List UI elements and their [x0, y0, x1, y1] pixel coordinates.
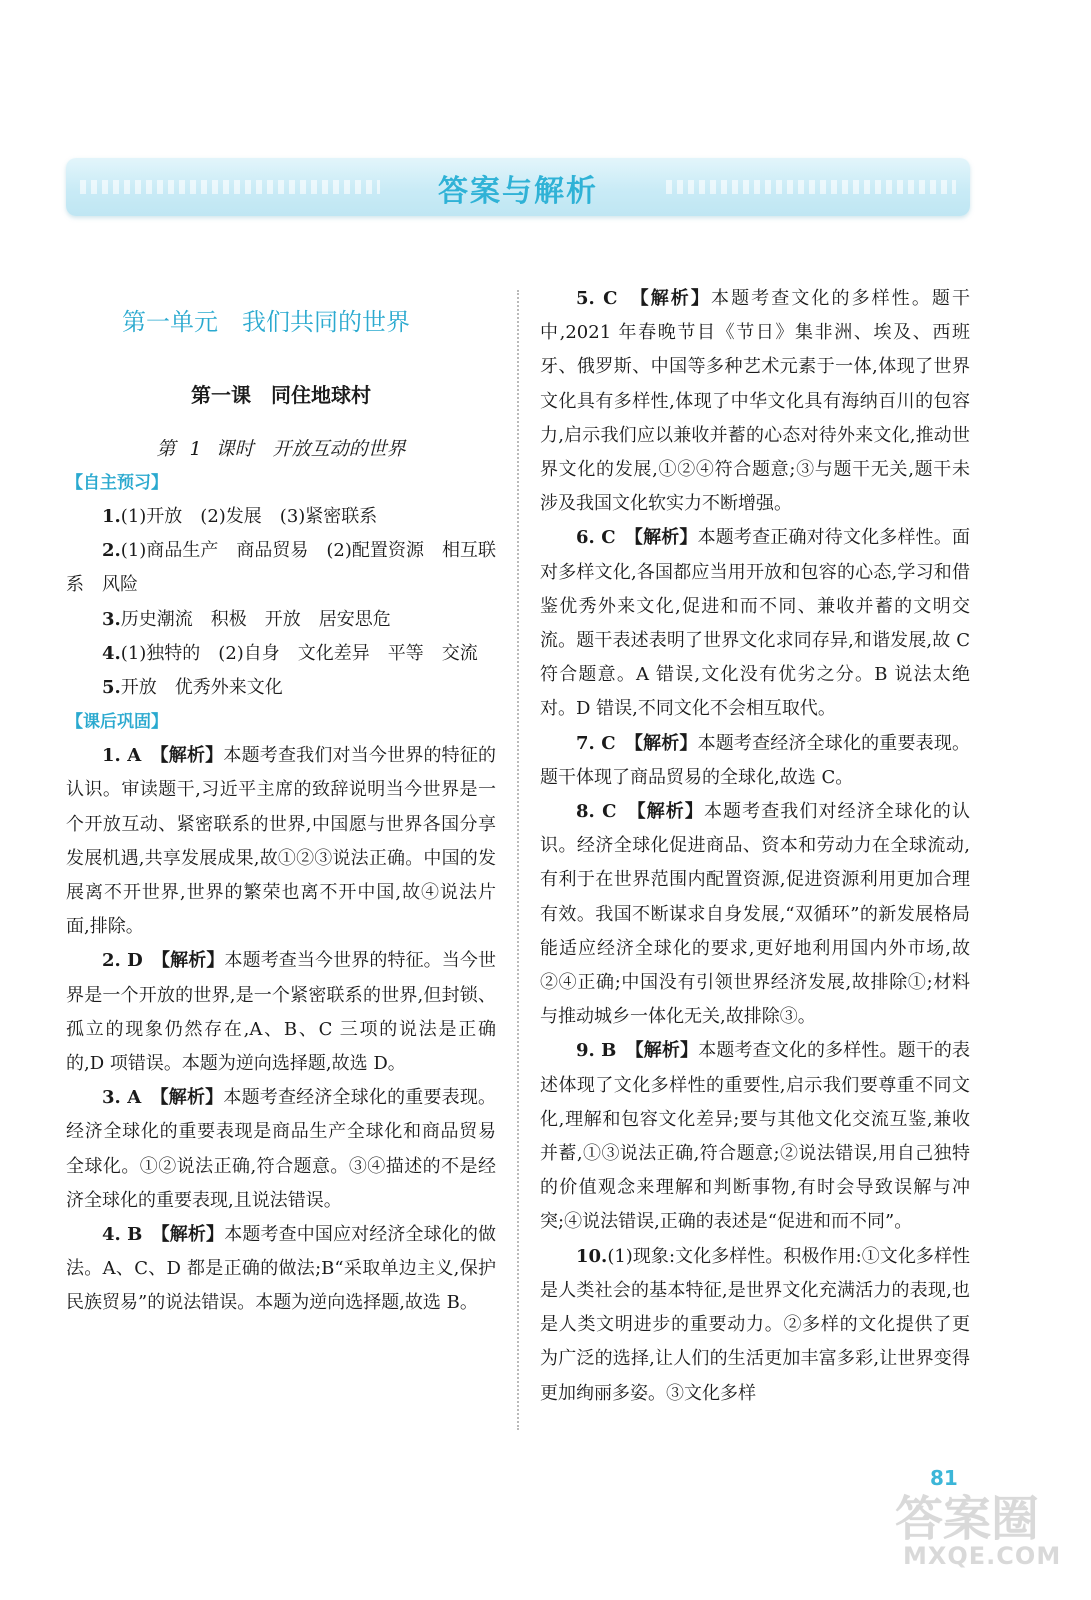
- analysis-tag: 【解析】: [160, 1224, 225, 1246]
- watermark-text-top: 答案圈: [895, 1491, 1040, 1547]
- section-heading-review: 【课后巩固】: [66, 712, 168, 733]
- answer-text: 本题考查我们对经济全球化的认识。经济全球化促进商品、资本和劳动力在全球流动,有利于在世界范围内配置资源,促进资源利用更加合理有效。我国不断谋求自身发展,“双循环”的新发展格局能适应经济全球化的要求,更好地利用国内外市场,故②④正确;中国没有引领世界经济发展,故排除①;材料与推动城乡一体化无关,故排除③。: [540, 801, 971, 1028]
- answer-item: [66, 1218, 496, 1321]
- answer-item: [540, 521, 970, 726]
- lesson-title: 第一课 同住地球村: [191, 383, 371, 407]
- section-heading-preview: 【自主预习】: [66, 473, 168, 493]
- column-divider: [517, 290, 519, 1430]
- page-number: 81: [930, 1466, 958, 1490]
- preview-item: [66, 637, 496, 671]
- answer-number: 10.: [576, 1245, 608, 1267]
- item-number: 4.: [102, 642, 121, 664]
- answer-text: 本题考查经济全球化的重要表现。经济全球化的重要表现是商品生产全球化和商品贸易全球化。①②说法正确,符合题意。③④描述的不是经济全球化的重要表现,且说法错误。: [66, 1087, 497, 1211]
- header-banner: [66, 158, 970, 216]
- analysis-tag: 【解析】: [633, 527, 698, 549]
- item-text: 开放 优秀外来文化: [120, 677, 283, 699]
- item-text: (1)商品生产 商品贸易 (2)配置资源 相互联系 风险: [66, 540, 496, 596]
- watermark-text-bottom: MXQE.COM: [903, 1542, 1062, 1570]
- item-text: (1)开放 (2)发展 (3)紧密联系: [120, 506, 378, 527]
- item-number: 5.: [102, 677, 121, 699]
- answer-item: [540, 1034, 970, 1239]
- item-number: 2.: [102, 540, 121, 562]
- answer-number: 5. C: [576, 288, 618, 309]
- answer-item: [540, 727, 970, 795]
- answer-item: [66, 739, 496, 944]
- answer-text: 本题考查中国应对经济全球化的做法。A、C、D 都是正确的做法;B“采取单边主义,保护民族贸易”的说法错误。本题为逆向选择题,故选 B。: [66, 1224, 497, 1314]
- answer-number: 3. A: [102, 1087, 142, 1109]
- item-text: 历史潮流 积极 开放 居安思危: [120, 608, 391, 630]
- answer-number: 2. D: [102, 950, 143, 972]
- answer-item: [540, 1240, 970, 1411]
- preview-item: [66, 603, 496, 637]
- analysis-tag: 【解析】: [639, 288, 711, 309]
- answer-number: 4. B: [102, 1224, 143, 1246]
- answer-text: 本题考查文化的多样性。题干中,2021 年春晚节目《节日》集非洲、埃及、西班牙、俄罗斯、中国等多种艺术元素于一体,体现了世界文化具有多样性,体现了中华文化具有海纳百川的包容力,启示我们应以兼收并蓄的心态对待外来文化,推动世界文化的发展,①②④符合题意;③与题干无关,题干未涉及我国文化软实力不断增强。: [540, 288, 970, 515]
- period-title: 第 1 课时 开放互动的世界: [156, 438, 406, 460]
- answer-text: (1)现象:文化多样性。积极作用:①文化多样性是人类社会的基本特征,是世界文化充满活力的表现,也是人类文明进步的重要动力。②多样的文化提供了更为广泛的选择,让人们的生活更加丰富多彩,让世界变得更加绚丽多姿。③文化多样: [540, 1245, 970, 1404]
- answer-text: 本题考查当今世界的特征。当今世界是一个开放的世界,是一个紧密联系的世界,但封锁、孤立的现象仍然存在,A、B、C 三项的说法是正确的,D 项错误。本题为逆向选择题,故选 D。: [66, 950, 497, 1075]
- answer-text: 本题考查经济全球化的重要表现。题干体现了商品贸易的全球化,故选 C。: [540, 732, 970, 788]
- unit-title: 第一单元 我们共同的世界: [122, 308, 410, 336]
- preview-item: [66, 671, 496, 705]
- answer-number: 8. C: [576, 801, 617, 823]
- analysis-tag: 【解析】: [159, 745, 224, 767]
- analysis-tag: 【解析】: [636, 801, 704, 823]
- page-title: 答案与解析: [438, 174, 598, 209]
- answer-text: 本题考查我们对当今世界的特征的认识。审读题干,习近平主席的致辞说明当今世界是一个开放互动、紧密联系的世界,中国愿与世界各国分享发展机遇,共享发展成果,故①②③说法正确。中国的发展离不开世界,世界的繁荣也离不开中国,故④说法片面,排除。: [66, 745, 497, 938]
- analysis-tag: 【解析】: [634, 1040, 699, 1062]
- left-column: [66, 282, 496, 1321]
- analysis-tag: 【解析】: [633, 732, 698, 754]
- analysis-tag: 【解析】: [161, 950, 225, 972]
- right-column: [540, 282, 970, 1411]
- preview-item: [66, 500, 496, 534]
- answer-number: 9. B: [576, 1040, 617, 1062]
- answer-number: 7. C: [576, 732, 616, 754]
- analysis-tag: 【解析】: [159, 1087, 224, 1109]
- preview-item: [66, 534, 496, 602]
- answer-item: [66, 944, 496, 1081]
- answer-item: [540, 282, 970, 521]
- item-number: 3.: [102, 608, 121, 630]
- answer-text: 本题考查正确对待文化多样性。面对多样文化,各国都应当用开放和包容的心态,学习和借鉴优秀外来文化,促进和而不同、兼收并蓄的文明交流。题干表述表明了世界文化求同存异,和谐发展,故 C 符合题意。A 错误,文化没有优劣之分。B 说法太绝对。D 错误,不同文化不会相互取代。: [540, 527, 970, 720]
- answer-number: 1. A: [102, 745, 142, 767]
- answer-text: 本题考查文化的多样性。题干的表述体现了文化多样性的重要性,启示我们要尊重不同文化,理解和包容文化差异;要与其他文化交流互鉴,兼收并蓄,①③说法正确,符合题意;②说法错误,用自己独特的价值观念来理解和判断事物,有时会导致误解与冲突;④说法错误,正确的表述是“促进和而不同”。: [540, 1040, 971, 1233]
- answer-item: [66, 1081, 496, 1218]
- answer-item: [540, 795, 970, 1034]
- watermark-logo: [895, 1480, 1070, 1580]
- answer-number: 6. C: [576, 527, 616, 549]
- item-number: 1.: [102, 506, 121, 527]
- item-text: (1)独特的 (2)自身 文化差异 平等 交流: [120, 642, 478, 664]
